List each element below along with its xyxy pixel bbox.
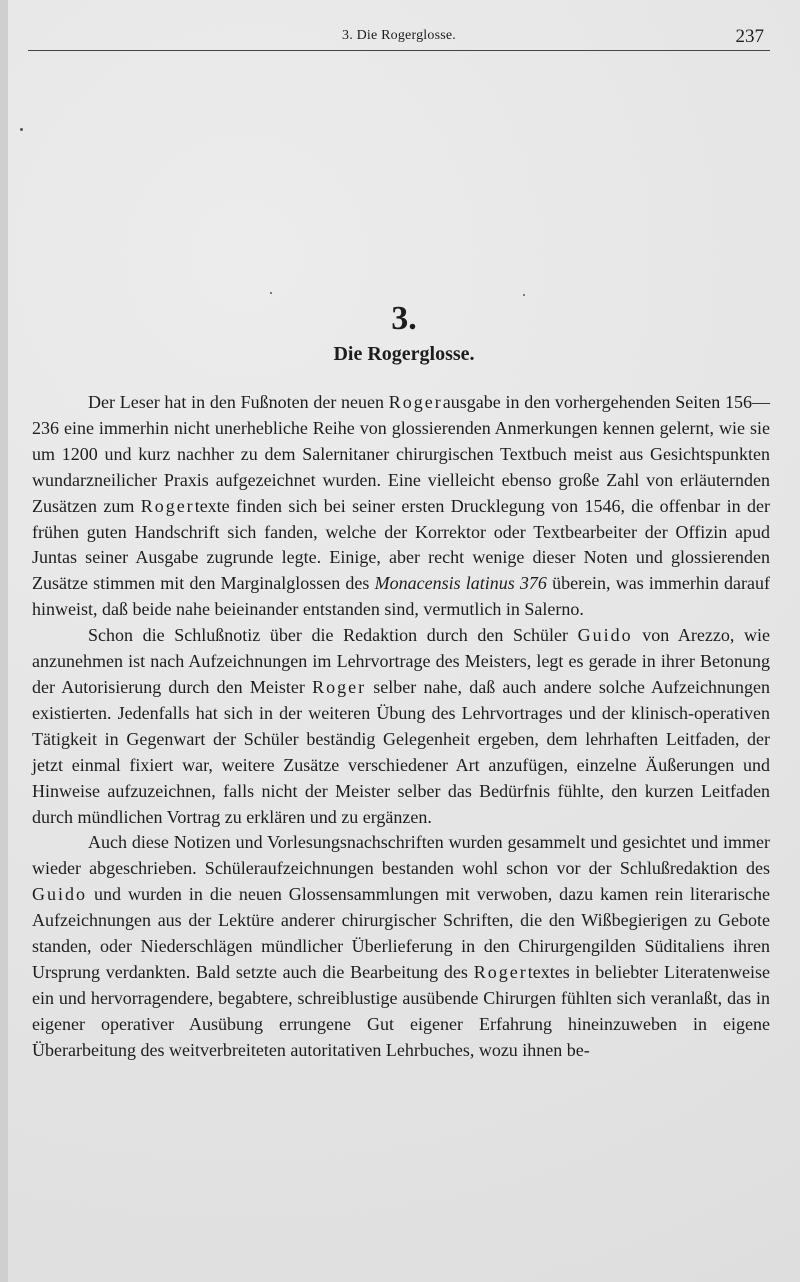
paragraph-3: Auch diese Notizen und Vorlesungsnachschriften wurden gesammelt und gesichtet und immer wieder abgeschrieben. Schüleraufzeichnungen bestanden wohl schon vor der Schlußredaktion des Guido und wurden in die neuen Glossensammlungen mit verwoben, dazu kamen rein literarische Aufzeichnungen aus der Lektüre anderer chirurgischer Schriften, die den Wißbegierigen zu Gebote standen, oder Niederschlägen mündlicher Überlieferung in den Chirurgengilden Süditaliens ihren Ursprung verdankten. Bald setzte auch die Bearbeitung des Rogertextes in beliebter Literatenweise ein und hervorragendere, begabtere, schreiblustige ausübende Chirurgen fühlten sich veranlaßt, das in eigener operativer Ausübung errungene Gut eigener Erfahrung hineinzuweben in eigene Überarbeitung des weitverbreiteten autoritativen Lehrbuches, wozu ihnen be- [32,832,770,1060]
spaced-name: Guido [32,884,87,905]
body-text [32,390,770,1064]
spaced-name: Roger [140,495,195,516]
paragraph-2: Schon die Schlußnotiz über die Redaktion durch den Schüler Guido von Arezzo, wie anzunehmen ist nach Aufzeichnungen im Lehrvortrage des Meisters, legt es gerade in ihrer Betonung der Autorisierung durch den Meister Roger selber nahe, daß auch andere solche Aufzeichnungen existierten. Jedenfalls hat sich in der weiteren Übung des Lehrvortrages und der klinisch-operativen Tätigkeit in Gegenwart der Schüler beständig Gelegenheit ergeben, dem lehrhaften Leitfaden, der jetzt einmal fixiert war, weitere Zusätze verschiedener Art anzufügen, einzelne Äußerungen und Hinweise aufzuzeichnen, falls nicht der Meister selber das Bedürfnis fühlte, den kurzen Leitfaden durch mündlichen Vortrag zu erklären und zu ergänzen. [32,625,770,827]
running-title: 3. Die Rogerglosse. [342,28,456,43]
spaced-name: Roger [388,392,443,412]
spaced-name: Roger [473,961,528,982]
chapter-number: 3. [391,300,417,337]
running-header [28,28,770,51]
book-page [8,0,800,1282]
paragraph-1: Der Leser hat in den Fußnoten der neuen Rogerausgabe in den vorhergehenden Seiten 156—236 eine immerhin nicht unerhebliche Reihe von glossierenden Anmerkungen kennen gelernt, wie sie um 1200 und kurz nachher zu dem Salernitaner chirurgischen Textbuch meist aus Gesichtspunkten wundarzneilicher Praxis aufgezeichnet wurden. Eine vielleicht ebenso große Zahl von erläuternden Zusätzen zum Rogertexte finden sich bei seiner ersten Drucklegung von 1546, die offenbar in der frühen guten Handschrift sich fanden, welche der Korrektor oder Textbearbeiter der Offizin apud Juntas seiner Ausgabe zugrunde legte. Einige, aber recht wenige dieser Noten und glossierenden Zusätze stimmen mit den Marginalglossen des Monacensis latinus 376 überein, was immerhin darauf hinweist, daß beide nahe beieinander entstanden sind, vermutlich in Salerno. [32,392,770,620]
ink-speck [523,294,525,296]
chapter-title: Die Rogerglosse. [333,343,475,365]
spaced-name: Roger [312,676,367,697]
ink-speck [20,128,23,131]
italic-text: Monacensis latinus 376 [374,573,547,594]
ink-speck [270,292,272,294]
page-number: 237 [735,26,764,47]
spaced-name: Guido [577,625,633,646]
